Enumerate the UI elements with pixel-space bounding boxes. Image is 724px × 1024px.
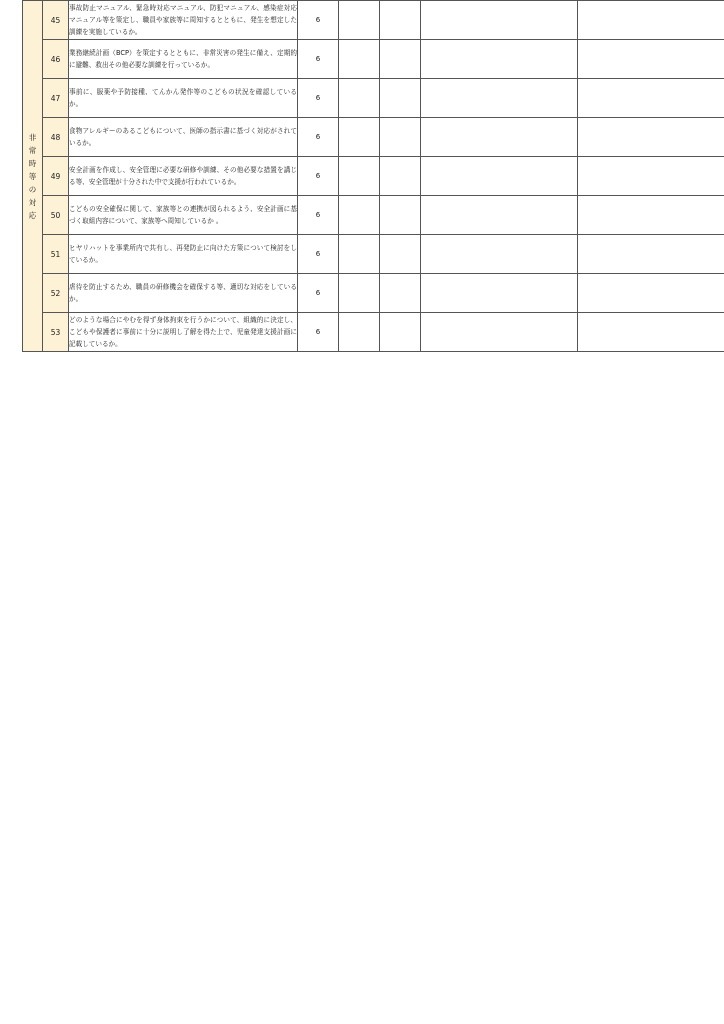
blank-cell-c	[421, 196, 578, 235]
category-char: 等	[28, 171, 37, 181]
item-number: 46	[43, 40, 69, 79]
table-row	[23, 274, 724, 313]
question-text: 事前に、服薬や予防接種、てんかん発作等のこどもの状況を確認しているか。	[69, 79, 298, 118]
blank-cell-c	[421, 313, 578, 352]
item-number: 52	[43, 274, 69, 313]
table-row	[23, 79, 724, 118]
item-number: 45	[43, 1, 69, 40]
table-row	[23, 40, 724, 79]
blank-cell-b	[380, 1, 421, 40]
blank-cell-a	[339, 196, 380, 235]
blank-cell-a	[339, 313, 380, 352]
table-row	[23, 157, 724, 196]
blank-cell-d	[578, 274, 724, 313]
question-text: ヒヤリハットを事業所内で共有し、再発防止に向けた方策について検討をしているか。	[69, 235, 298, 274]
blank-cell-d	[578, 196, 724, 235]
blank-cell-c	[421, 235, 578, 274]
blank-cell-a	[339, 157, 380, 196]
response-count: 6	[298, 40, 339, 79]
blank-cell-b	[380, 313, 421, 352]
response-count: 6	[298, 157, 339, 196]
table-body	[23, 1, 724, 352]
item-number: 48	[43, 118, 69, 157]
item-number: 53	[43, 313, 69, 352]
category-cell	[23, 1, 43, 352]
category-char: 常	[28, 145, 37, 155]
blank-cell-d	[578, 235, 724, 274]
question-text: こどもの安全確保に関して、家族等との連携が図られるよう、安全計画に基づく取組内容について、家族等へ周知しているか 。	[69, 196, 298, 235]
table-row	[23, 235, 724, 274]
blank-cell-d	[578, 40, 724, 79]
blank-cell-c	[421, 118, 578, 157]
response-count: 6	[298, 196, 339, 235]
blank-cell-d	[578, 157, 724, 196]
category-char: の	[28, 184, 37, 194]
blank-cell-d	[578, 79, 724, 118]
blank-cell-c	[421, 1, 578, 40]
blank-cell-a	[339, 1, 380, 40]
category-char: 対	[28, 197, 37, 207]
item-number: 47	[43, 79, 69, 118]
blank-cell-a	[339, 40, 380, 79]
category-char: 時	[28, 158, 37, 168]
blank-cell-a	[339, 79, 380, 118]
table-row	[23, 196, 724, 235]
blank-cell-b	[380, 79, 421, 118]
item-number: 50	[43, 196, 69, 235]
table-row	[23, 1, 724, 40]
blank-cell-d	[578, 313, 724, 352]
blank-cell-b	[380, 157, 421, 196]
blank-cell-a	[339, 274, 380, 313]
response-count: 6	[298, 79, 339, 118]
question-text: 業務継続計画（BCP）を策定するとともに、非常災害の発生に備え、定期的に避難、救出その他必要な訓練を行っているか。	[69, 40, 298, 79]
response-count: 6	[298, 313, 339, 352]
item-number: 49	[43, 157, 69, 196]
response-count: 6	[298, 274, 339, 313]
blank-cell-a	[339, 235, 380, 274]
question-text: どのような場合にやむを得ず身体拘束を行うかについて、組織的に決定し、こどもや保護者に事前に十分に説明し了解を得た上で、児童発達支援計画に記載しているか。	[69, 313, 298, 352]
blank-cell-a	[339, 118, 380, 157]
blank-cell-b	[380, 40, 421, 79]
blank-cell-c	[421, 79, 578, 118]
response-count: 6	[298, 235, 339, 274]
evaluation-table	[22, 0, 724, 352]
blank-cell-d	[578, 118, 724, 157]
blank-cell-b	[380, 118, 421, 157]
blank-cell-c	[421, 40, 578, 79]
blank-cell-d	[578, 1, 724, 40]
table-row	[23, 313, 724, 352]
item-number: 51	[43, 235, 69, 274]
category-char: 応	[28, 210, 37, 220]
table-row	[23, 118, 724, 157]
question-text: 事故防止マニュアル、緊急時対応マニュアル、防犯マニュアル、感染症対応マニュアル等を策定し、職員や家族等に周知するとともに、発生を想定した訓練を実施しているか。	[69, 1, 298, 40]
category-char: 非	[28, 132, 37, 142]
blank-cell-b	[380, 274, 421, 313]
question-text: 食物アレルギーのあるこどもについて、医師の指示書に基づく対応がされているか。	[69, 118, 298, 157]
question-text: 虐待を防止するため、職員の研修機会を確保する等、適切な対応をしているか。	[69, 274, 298, 313]
blank-cell-b	[380, 235, 421, 274]
question-text: 安全計画を作成し、安全管理に必要な研修や訓練、その他必要な措置を講じる等、安全管理が十分された中で支援が行われているか。	[69, 157, 298, 196]
blank-cell-c	[421, 274, 578, 313]
blank-cell-c	[421, 157, 578, 196]
response-count: 6	[298, 118, 339, 157]
response-count: 6	[298, 1, 339, 40]
blank-cell-b	[380, 196, 421, 235]
